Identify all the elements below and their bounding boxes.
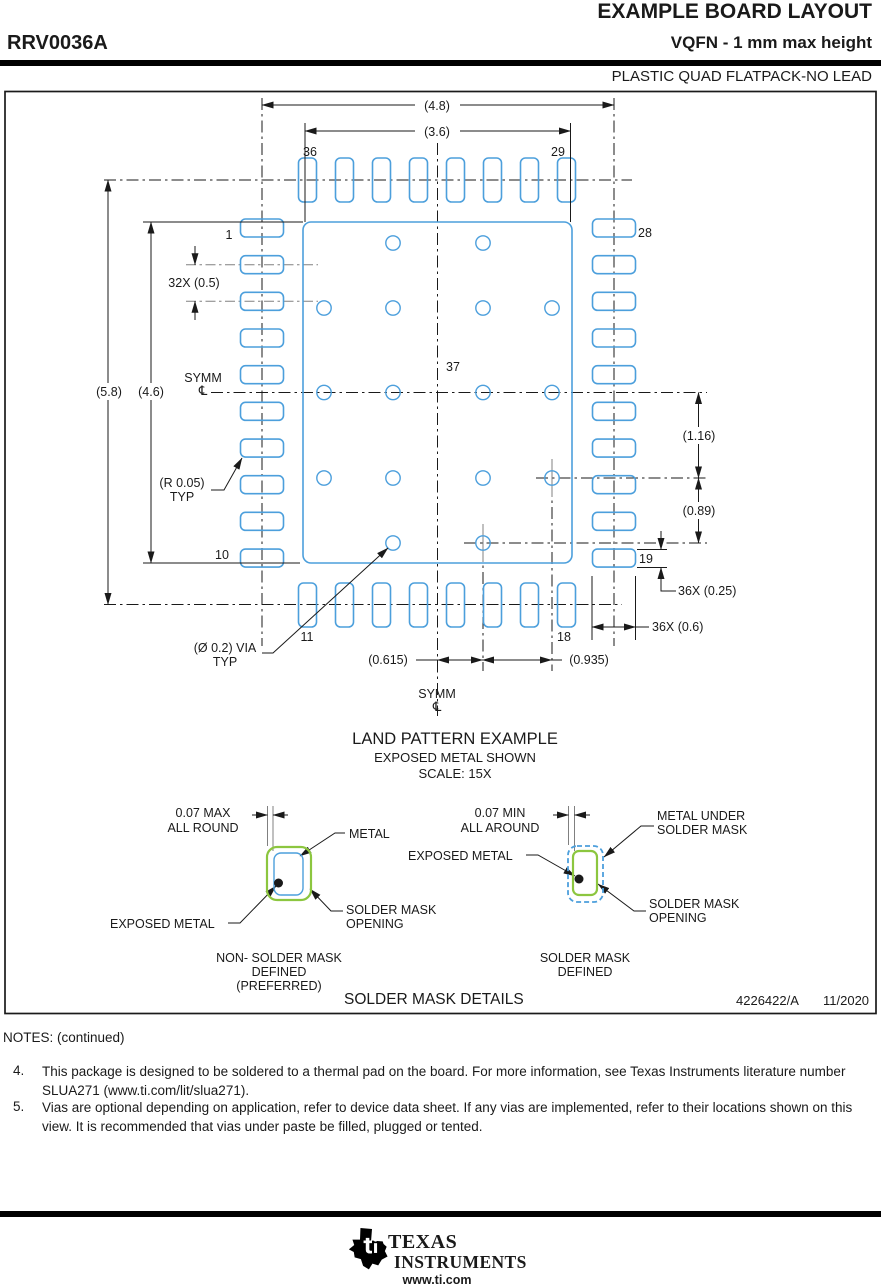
pin-18-label: 18 [557,630,571,644]
centerlines [104,98,707,716]
smd-opening-line2: OPENING [649,911,707,925]
via-typ-label: TYP [212,655,238,669]
pin-1-label: 1 [225,228,233,242]
dimension-arrows [108,105,699,815]
nsmd-dim-line1: 0.07 MAX [175,806,231,820]
smd-caption-line1: SOLDER MASK [539,951,631,965]
note-4-text: This package is designed to be soldered to a thermal pad on the board. For more information, see Texas Instruments literature number SLUA271 (www.ti.com/lit/slua271). [42,1064,846,1098]
nsmd-detail-pad [267,847,311,900]
ti-texas-logo-icon [348,1226,388,1271]
smd-caption-line2: DEFINED [557,965,613,979]
nsmd-caption-line3: (PREFERRED) [236,979,322,993]
smd-metal-line1: METAL UNDER [657,809,746,823]
note-5-number: 5. [13,1099,25,1114]
dim-4-8: (4.8) [424,99,450,113]
doc-number: 4226422/A [736,993,799,1008]
pin-37-label: 37 [446,360,460,374]
exposed-metal-dot [274,879,283,888]
centerline-symbol-bottom: ℄ [432,700,442,715]
nsmd-caption-line1: NON- SOLDER MASK [216,951,342,965]
symm-left-label: SYMM [184,371,222,385]
dim-5-8: (5.8) [96,385,122,399]
drawing-frame [5,92,876,1014]
caption-title: LAND PATTERN EXAMPLE [352,730,558,748]
pin-28-label: 28 [638,226,652,240]
radius-label: (R 0.05) [159,476,205,490]
note-5-text: Vias are optional depending on application, refer to device data sheet. If any vias are implemented, refer to their locations shown on this view. It is recommended that vias under paste be filled, plugged or tented. [42,1100,853,1134]
doc-date: 11/2020 [823,993,870,1008]
dim-1-16: (1.16) [682,429,716,443]
caption-sub1: EXPOSED METAL SHOWN [374,750,536,765]
thermal-via [545,301,559,315]
dim-0-935: (0.935) [569,653,609,667]
part-number: RRV0036A [7,32,108,54]
thermal-via [476,471,490,485]
pin-11-label: 11 [300,630,314,644]
thermal-via [317,301,331,315]
thermal-via [386,301,400,315]
smd-metal-line2: SOLDER MASK [657,823,748,837]
centerline-symbol-left: ℄ [198,384,208,399]
dim-4-6: (4.6) [138,385,164,399]
package-subtitle: PLASTIC QUAD FLATPACK-NO LEAD [611,68,872,85]
package-title: VQFN - 1 mm max height [670,33,872,52]
nsmd-caption-line2: DEFINED [251,965,307,979]
symm-bottom-label: SYMM [418,687,456,701]
footer-website: www.ti.com [402,1273,472,1287]
via-label: (Ø 0.2) VIA [193,641,257,655]
thermal-via [476,236,490,250]
smd-dim-line2: ALL AROUND [460,821,540,835]
smd-opening-line1: SOLDER MASK [649,897,740,911]
dim-pad-width: 36X (0.25) [678,584,737,598]
dim-3-6: (3.6) [424,125,450,139]
radius-typ-label: TYP [169,490,195,504]
dim-0-89: (0.89) [682,504,716,518]
exposed-metal-dot [575,875,584,884]
nsmd-exposed-metal-label: EXPOSED METAL [110,917,215,931]
pin-19-label: 19 [639,552,653,566]
footer-brand-line2: INSTRUMENTS [394,1252,527,1272]
footer-rule [0,1211,881,1217]
footer-brand-line1: TEXAS [388,1231,458,1253]
solder-mask-details-title: SOLDER MASK DETAILS [344,991,524,1008]
thermal-via [476,301,490,315]
smd-detail-pad [568,846,603,902]
note-4-number: 4. [13,1063,25,1078]
notes-heading: NOTES: (continued) [3,1030,125,1045]
nsmd-metal-label: METAL [349,827,390,841]
pin-29-label: 29 [551,145,565,159]
dim-pad-length: 36X (0.6) [652,620,704,634]
page-title: EXAMPLE BOARD LAYOUT [597,0,872,23]
smd-exposed-metal-label: EXPOSED METAL [408,849,513,863]
pin-36-label: 36 [303,145,317,159]
nsmd-dim-line2: ALL ROUND [167,821,239,835]
nsmd-opening-line1: SOLDER MASK [346,903,437,917]
pin-10-label: 10 [215,548,229,562]
dimension-lines [108,105,699,815]
thermal-via [317,471,331,485]
dim-pitch: 32X (0.5) [168,276,220,290]
smd-dim-line1: 0.07 MIN [474,806,526,820]
thermal-via [386,471,400,485]
caption-sub2: SCALE: 15X [418,766,492,781]
nsmd-opening-line2: OPENING [346,917,404,931]
thermal-via [386,236,400,250]
dim-0-615: (0.615) [368,653,408,667]
